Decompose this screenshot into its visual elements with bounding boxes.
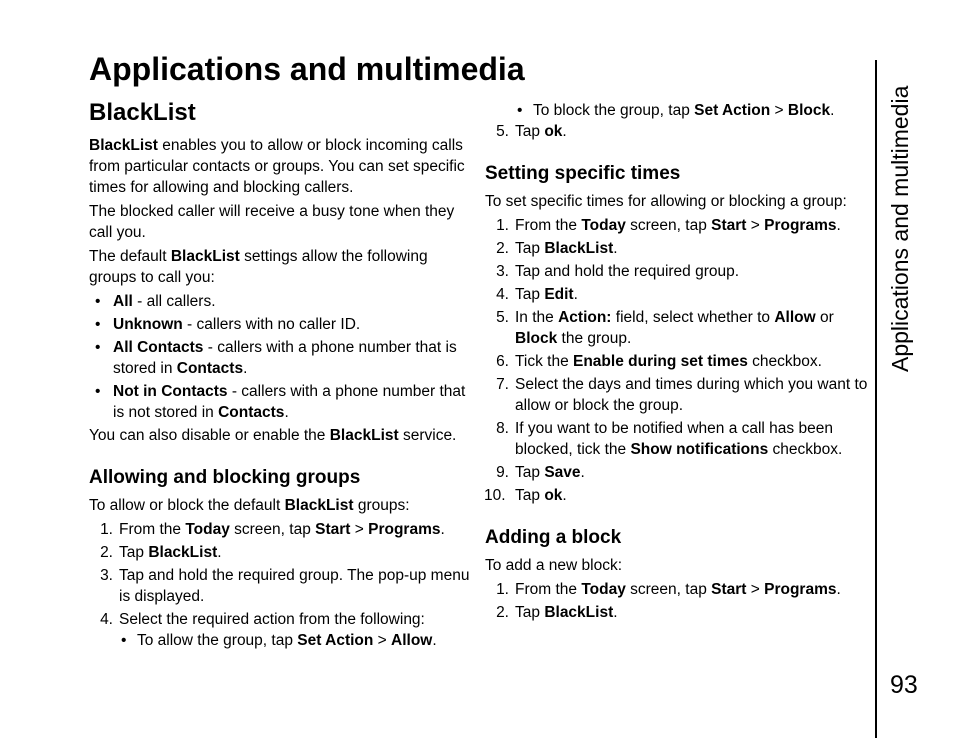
text: From the xyxy=(515,581,582,598)
text: . xyxy=(217,544,222,561)
text: Tap xyxy=(515,123,545,140)
list-item xyxy=(89,314,471,335)
text: From the xyxy=(515,217,582,234)
text: > xyxy=(746,217,765,234)
left-column xyxy=(89,96,471,653)
text: . xyxy=(836,581,841,598)
groups-list xyxy=(89,291,471,423)
step-number: 2. xyxy=(100,544,113,561)
step-item xyxy=(485,462,870,483)
bold-term: Edit xyxy=(544,286,574,303)
text: screen, tap xyxy=(229,521,316,538)
text: . xyxy=(580,464,585,481)
group-desc: - callers with a phone number that is not stored in xyxy=(113,383,466,421)
step-item xyxy=(485,418,870,460)
text: . xyxy=(432,632,437,649)
text: > xyxy=(350,521,369,538)
step-item xyxy=(485,284,870,305)
actions-list xyxy=(119,630,471,651)
text: > xyxy=(373,632,392,649)
contacts-term: Contacts xyxy=(218,404,285,421)
step-item xyxy=(485,602,870,623)
text: Select the required action from the following: xyxy=(119,611,425,628)
text: > xyxy=(770,102,788,119)
text: Tap and hold the required group. The pop-up menu is displayed. xyxy=(119,567,470,605)
allowing-steps xyxy=(89,519,471,651)
step-number: 1. xyxy=(496,217,509,234)
step-item xyxy=(485,307,870,349)
bold-term: Today xyxy=(185,521,230,538)
intro-text: enables you to allow or block incoming calls from particular contacts or groups. You can set specific times for allowing and blocking callers. xyxy=(89,137,465,196)
step-number: 8. xyxy=(496,420,509,437)
text: If you want to be notified when a call has been blocked, tick the xyxy=(515,420,833,458)
bold-term: Start xyxy=(711,217,747,234)
bold-term: Save xyxy=(544,464,581,481)
blacklist-heading: BlackList xyxy=(89,99,196,126)
bold-term: Programs xyxy=(764,581,837,598)
step-item xyxy=(485,238,870,259)
text: or xyxy=(815,309,834,326)
text: . xyxy=(613,240,618,257)
step-number: 3. xyxy=(100,567,113,584)
text: . xyxy=(830,102,835,119)
bold-term: BlackList xyxy=(148,544,218,561)
text: . xyxy=(573,286,578,303)
allowing-heading: Allowing and blocking groups xyxy=(89,467,361,488)
bold-term: Programs xyxy=(368,521,441,538)
step-number: 7. xyxy=(496,376,509,393)
disable-paragraph xyxy=(89,425,471,446)
step-item xyxy=(485,261,870,282)
adding-block-heading: Adding a block xyxy=(485,527,622,548)
list-item xyxy=(89,381,471,423)
adding-block-intro: To add a new block: xyxy=(485,557,623,574)
blacklist-term: BlackList xyxy=(329,427,399,444)
step-number: 3. xyxy=(496,263,509,280)
step-number: 2. xyxy=(496,604,509,621)
text: Tap and hold the required group. xyxy=(515,263,740,280)
specific-times-heading: Setting specific times xyxy=(485,163,681,184)
text: Tap xyxy=(119,544,149,561)
text: service. xyxy=(398,427,457,444)
text: The default xyxy=(89,248,171,265)
group-name: All Contacts xyxy=(113,339,204,356)
text: > xyxy=(746,581,765,598)
step-item xyxy=(89,565,471,607)
blacklist-intro xyxy=(89,135,471,198)
bold-term: Start xyxy=(711,581,747,598)
actions-list-continued xyxy=(515,100,870,121)
blacklist-term: BlackList xyxy=(284,497,354,514)
step-item xyxy=(485,485,870,506)
specific-times-steps xyxy=(485,215,870,506)
step-number: 4. xyxy=(100,611,113,628)
text: Tap xyxy=(515,487,545,504)
bold-term: Block xyxy=(787,102,831,119)
text: . xyxy=(243,360,248,377)
list-item xyxy=(89,291,471,312)
bold-term: Programs xyxy=(764,217,837,234)
text: . xyxy=(562,123,567,140)
step-item xyxy=(485,374,870,416)
page-title: Applications and multimedia xyxy=(89,51,525,87)
blacklist-term: BlackList xyxy=(89,137,158,154)
step-number: 9. xyxy=(496,464,509,481)
step-item xyxy=(485,579,870,600)
bold-term: BlackList xyxy=(544,240,614,257)
bold-term: Allow xyxy=(391,632,433,649)
text: Tick the xyxy=(515,353,573,370)
bold-term: Set Action xyxy=(297,632,374,649)
text: From the xyxy=(119,521,186,538)
bold-term: Enable during set times xyxy=(573,353,748,370)
bold-term: BlackList xyxy=(544,604,614,621)
section-side-label: Applications and multimedia xyxy=(887,85,913,372)
text: You can also disable or enable the xyxy=(89,427,330,444)
page-number: 93 xyxy=(890,671,918,699)
group-desc: - callers with no caller ID. xyxy=(182,316,361,333)
step-item xyxy=(89,542,471,563)
text: checkbox. xyxy=(768,441,843,458)
step-item xyxy=(485,351,870,372)
step-number: 5. xyxy=(496,309,509,326)
text: . xyxy=(836,217,841,234)
text: Tap xyxy=(515,286,545,303)
blacklist-term: BlackList xyxy=(170,248,240,265)
group-name: All xyxy=(113,293,133,310)
default-settings-paragraph xyxy=(89,246,471,288)
group-desc: - callers with a phone number that is stored in xyxy=(113,339,457,377)
text: screen, tap xyxy=(625,581,712,598)
adding-block-steps xyxy=(485,579,870,623)
contacts-term: Contacts xyxy=(176,360,244,377)
bold-term: Set Action xyxy=(694,102,771,119)
bold-term: Block xyxy=(515,330,558,347)
right-column xyxy=(485,100,870,625)
list-item xyxy=(89,337,471,379)
busy-tone-paragraph: The blocked caller will receive a busy tone when they call you. xyxy=(89,203,455,241)
group-name: Not in Contacts xyxy=(113,383,228,400)
step-item xyxy=(89,609,471,651)
allowing-steps-continued xyxy=(485,121,870,142)
text: To allow the group, tap xyxy=(137,632,298,649)
margin-divider-line xyxy=(875,60,877,738)
step-number: 6. xyxy=(496,353,509,370)
text: To allow or block the default xyxy=(89,497,285,514)
action-item xyxy=(119,630,471,651)
step-number: 2. xyxy=(496,240,509,257)
group-name: Unknown xyxy=(113,316,183,333)
allowing-intro xyxy=(89,495,471,516)
step-item xyxy=(89,519,471,540)
step-number: 5. xyxy=(496,123,509,140)
step-number: 1. xyxy=(100,521,113,538)
action-item xyxy=(515,100,870,121)
bold-term: ok xyxy=(544,487,563,504)
text: field, select whether to xyxy=(611,309,775,326)
text: groups: xyxy=(353,497,410,514)
text: Tap xyxy=(515,464,545,481)
text: . xyxy=(284,404,289,421)
step-item xyxy=(485,215,870,236)
step-item xyxy=(485,121,870,142)
text: Tap xyxy=(515,604,545,621)
step-number: 4. xyxy=(496,286,509,303)
text: screen, tap xyxy=(625,217,712,234)
group-desc: - all callers. xyxy=(132,293,216,310)
bold-term: Action: xyxy=(558,309,612,326)
text: . xyxy=(613,604,618,621)
bold-term: Start xyxy=(315,521,351,538)
bold-term: Show notifications xyxy=(630,441,769,458)
step-number: 1. xyxy=(496,581,509,598)
bold-term: Allow xyxy=(774,309,816,326)
bold-term: ok xyxy=(544,123,563,140)
text: Select the days and times during which you want to allow or block the group. xyxy=(515,376,868,414)
step-number: 10. xyxy=(484,487,506,504)
bold-term: Today xyxy=(581,217,626,234)
text: the group. xyxy=(557,330,632,347)
text: Tap xyxy=(515,240,545,257)
text: checkbox. xyxy=(747,353,822,370)
text: settings allow the following groups to call you: xyxy=(89,248,428,286)
specific-times-intro: To set specific times for allowing or blocking a group: xyxy=(485,193,847,210)
text: . xyxy=(440,521,445,538)
text: . xyxy=(562,487,567,504)
bold-term: Today xyxy=(581,581,626,598)
text: To block the group, tap xyxy=(533,102,695,119)
text: In the xyxy=(515,309,559,326)
